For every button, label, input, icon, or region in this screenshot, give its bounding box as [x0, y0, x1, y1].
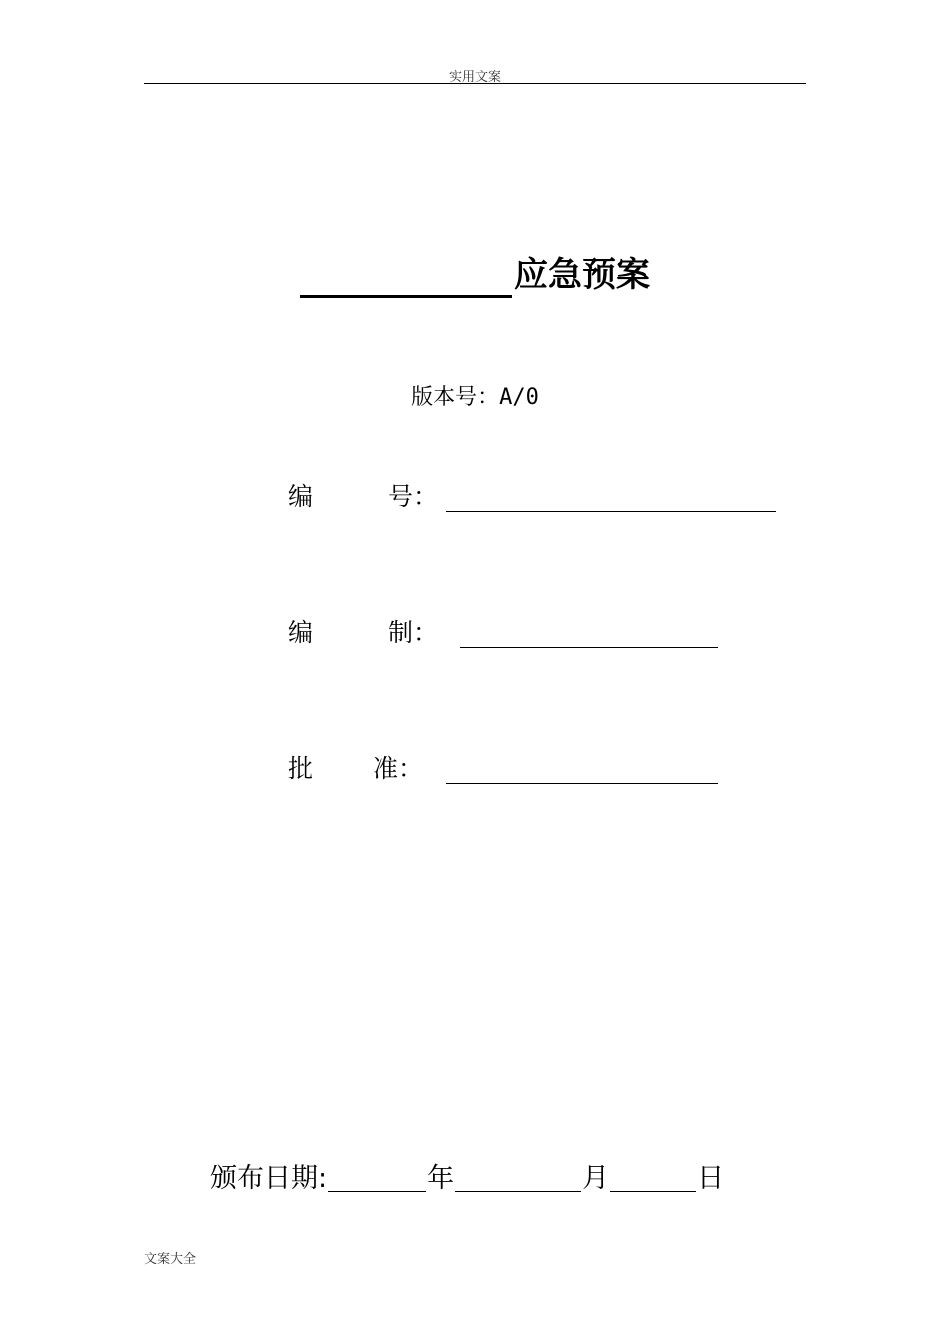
- prepared-label-char2: 制：: [388, 618, 439, 647]
- header-rule: [144, 83, 806, 84]
- approved-blank-line[interactable]: [446, 783, 718, 784]
- page-footer-text: 文案大全: [144, 1252, 197, 1267]
- number-label-char1: 编: [288, 482, 314, 511]
- version-label: 版本号：: [411, 385, 500, 410]
- prepared-label-char1: 编: [288, 618, 314, 647]
- title-blank-line[interactable]: [300, 259, 512, 298]
- version-line: [0, 383, 950, 413]
- issue-date-line: [210, 1160, 724, 1198]
- year-label: 年: [427, 1163, 455, 1194]
- number-blank-line[interactable]: [446, 511, 776, 512]
- number-label-char2: 号：: [388, 482, 439, 511]
- title-suffix: 应急预案: [514, 255, 650, 295]
- page-header-text: 实用文案: [448, 70, 501, 85]
- day-blank[interactable]: [610, 1161, 696, 1192]
- approved-label-char1: 批: [288, 754, 314, 783]
- version-value: A/0: [499, 385, 539, 410]
- month-blank[interactable]: [455, 1161, 581, 1192]
- month-label: 月: [582, 1163, 610, 1194]
- year-blank[interactable]: [328, 1161, 426, 1192]
- issue-date-label: 颁布日期:: [210, 1163, 328, 1194]
- day-label: 日: [697, 1163, 725, 1194]
- document-title: [0, 252, 950, 298]
- approved-label-char2: 准：: [373, 754, 424, 783]
- prepared-blank-line[interactable]: [460, 647, 718, 648]
